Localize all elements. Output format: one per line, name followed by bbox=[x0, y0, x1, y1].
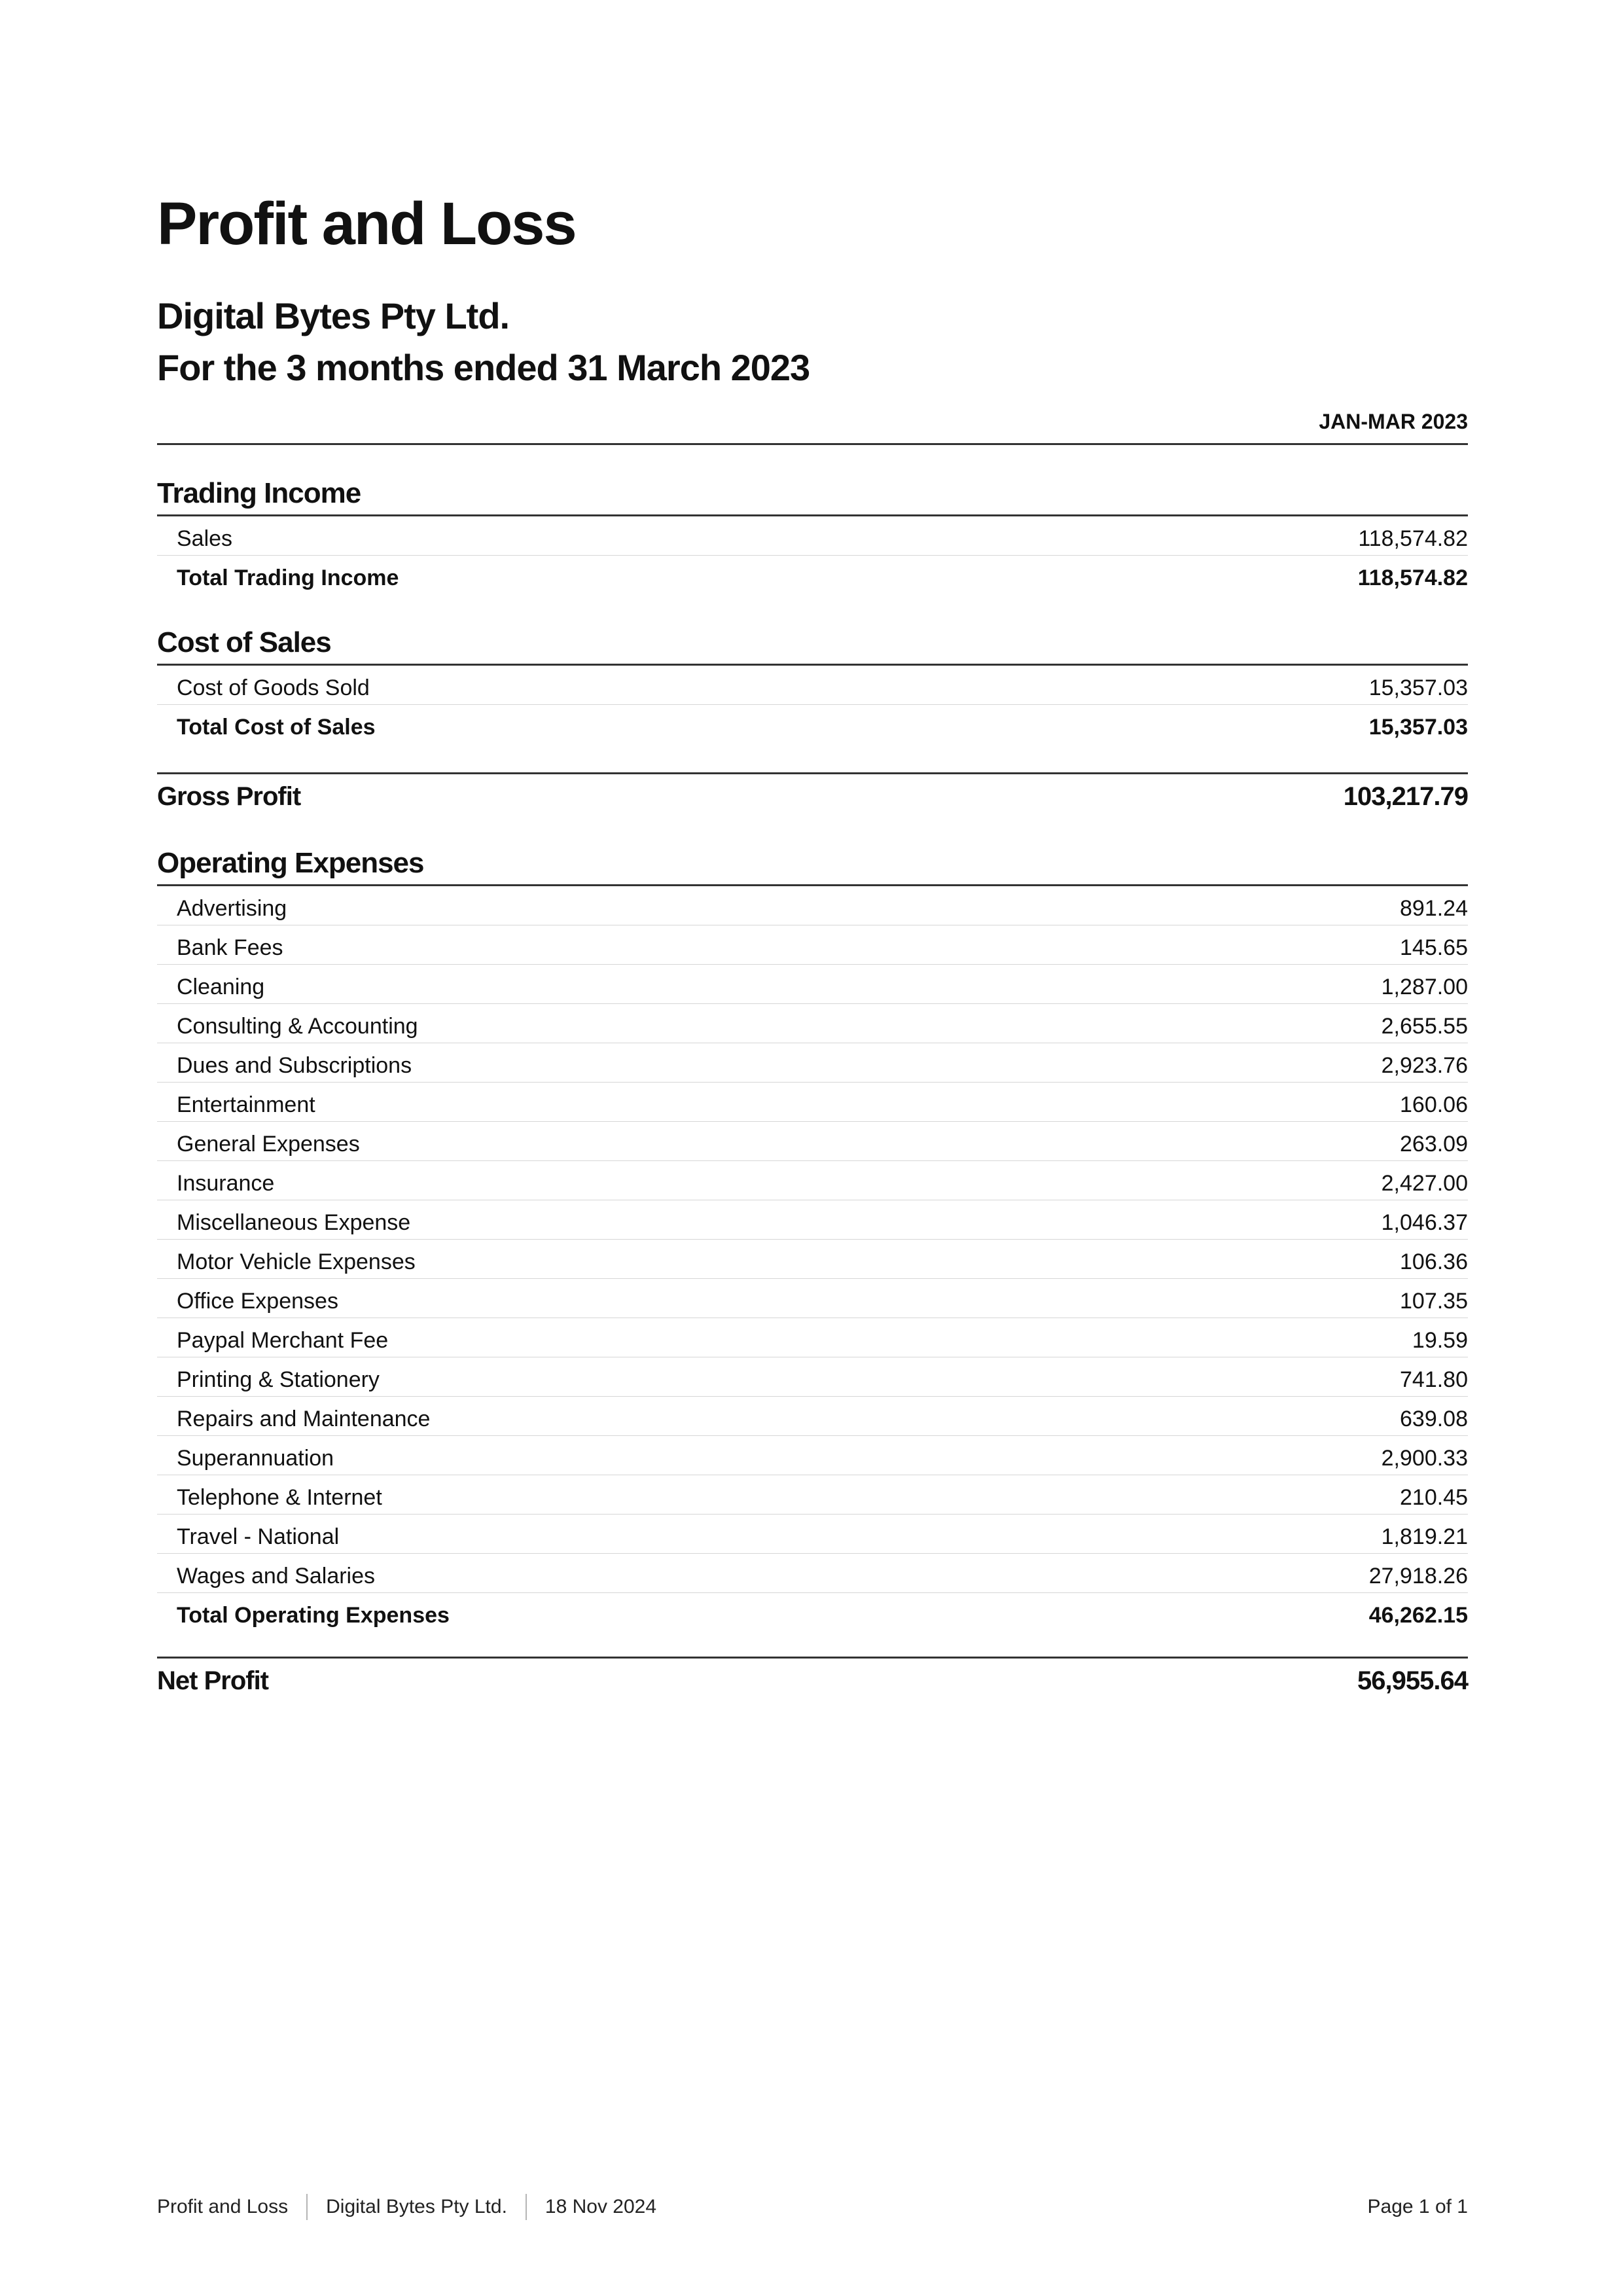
row-label: Bank Fees bbox=[177, 935, 283, 960]
section-heading: Operating Expenses bbox=[157, 849, 1468, 886]
row-value: 145.65 bbox=[1400, 935, 1468, 960]
row-value: 1,819.21 bbox=[1381, 1524, 1468, 1549]
row-label: Insurance bbox=[177, 1171, 275, 1196]
footer-divider bbox=[306, 2194, 308, 2220]
section-cost-of-sales bbox=[157, 628, 1468, 744]
section-heading: Cost of Sales bbox=[157, 628, 1468, 666]
row-label: Superannuation bbox=[177, 1446, 334, 1471]
row-label: Cost of Goods Sold bbox=[177, 675, 370, 700]
row-label: Consulting & Accounting bbox=[177, 1014, 418, 1039]
table-row bbox=[157, 1043, 1468, 1083]
row-label: Printing & Stationery bbox=[177, 1367, 380, 1392]
footer-divider bbox=[526, 2194, 527, 2220]
row-label: Telephone & Internet bbox=[177, 1485, 382, 1510]
row-value: 15,357.03 bbox=[1368, 675, 1468, 700]
table-row bbox=[157, 1436, 1468, 1475]
table-row bbox=[157, 516, 1468, 556]
row-value: 1,046.37 bbox=[1381, 1210, 1468, 1235]
table-row bbox=[157, 1397, 1468, 1436]
net-profit-block bbox=[157, 1657, 1468, 1694]
row-label: Entertainment bbox=[177, 1092, 315, 1117]
gross-profit-row bbox=[157, 774, 1468, 810]
table-row bbox=[157, 1083, 1468, 1122]
table-row bbox=[157, 1318, 1468, 1357]
row-label: Repairs and Maintenance bbox=[177, 1407, 431, 1431]
table-row bbox=[157, 1475, 1468, 1515]
row-label: Advertising bbox=[177, 896, 287, 921]
summary-value: 56,955.64 bbox=[1357, 1666, 1468, 1695]
table-row bbox=[157, 1279, 1468, 1318]
report-content bbox=[0, 190, 1623, 1695]
row-label: Travel - National bbox=[177, 1524, 340, 1549]
table-row bbox=[157, 1554, 1468, 1593]
company-name: Digital Bytes Pty Ltd. bbox=[157, 295, 510, 336]
footer-left bbox=[157, 2194, 656, 2220]
row-value: 210.45 bbox=[1400, 1485, 1468, 1510]
row-label: Wages and Salaries bbox=[177, 1564, 376, 1588]
row-value: 2,900.33 bbox=[1381, 1446, 1468, 1471]
section-operating-expenses bbox=[157, 849, 1468, 1632]
row-value: 2,655.55 bbox=[1381, 1014, 1468, 1039]
page-title: Profit and Loss bbox=[157, 190, 576, 257]
total-value: 118,574.82 bbox=[1357, 565, 1468, 590]
table-row bbox=[157, 1240, 1468, 1279]
row-value: 741.80 bbox=[1400, 1367, 1468, 1392]
row-value: 263.09 bbox=[1400, 1132, 1468, 1157]
row-value: 639.08 bbox=[1400, 1407, 1468, 1431]
gross-profit-block bbox=[157, 772, 1468, 810]
summary-label: Gross Profit bbox=[157, 782, 301, 811]
total-value: 46,262.15 bbox=[1368, 1603, 1468, 1628]
row-label: Cleaning bbox=[177, 975, 265, 999]
net-profit-row bbox=[157, 1659, 1468, 1694]
table-row bbox=[157, 965, 1468, 1004]
total-label: Total Cost of Sales bbox=[177, 715, 376, 740]
footer-company: Digital Bytes Pty Ltd. bbox=[326, 2196, 507, 2217]
column-header: JAN-MAR 2023 bbox=[157, 410, 1468, 445]
row-label: Sales bbox=[177, 526, 233, 551]
summary-value: 103,217.79 bbox=[1343, 782, 1468, 811]
table-row bbox=[157, 666, 1468, 705]
table-row bbox=[157, 1161, 1468, 1200]
row-value: 1,287.00 bbox=[1381, 975, 1468, 999]
row-value: 2,427.00 bbox=[1381, 1171, 1468, 1196]
section-trading-income bbox=[157, 479, 1468, 594]
table-row bbox=[157, 886, 1468, 925]
table-total-row bbox=[157, 1593, 1468, 1632]
table-row bbox=[157, 1122, 1468, 1161]
row-label: Miscellaneous Expense bbox=[177, 1210, 411, 1235]
row-value: 118,574.82 bbox=[1358, 526, 1468, 551]
row-label: Paypal Merchant Fee bbox=[177, 1328, 389, 1353]
row-value: 2,923.76 bbox=[1381, 1053, 1468, 1078]
footer-report-name: Profit and Loss bbox=[157, 2196, 289, 2217]
row-value: 27,918.26 bbox=[1368, 1564, 1468, 1588]
total-label: Total Operating Expenses bbox=[177, 1603, 450, 1628]
row-label: Dues and Subscriptions bbox=[177, 1053, 412, 1078]
section-heading: Trading Income bbox=[157, 479, 1468, 516]
row-value: 19.59 bbox=[1412, 1328, 1468, 1353]
table-row bbox=[157, 1357, 1468, 1397]
table-total-row bbox=[157, 705, 1468, 744]
total-value: 15,357.03 bbox=[1368, 715, 1468, 740]
report-period: For the 3 months ended 31 March 2023 bbox=[157, 347, 810, 388]
page-number: Page 1 of 1 bbox=[1367, 2196, 1468, 2217]
table-row bbox=[157, 1200, 1468, 1240]
row-value: 107.35 bbox=[1400, 1289, 1468, 1314]
table-total-row bbox=[157, 556, 1468, 594]
row-value: 106.36 bbox=[1400, 1249, 1468, 1274]
total-label: Total Trading Income bbox=[177, 565, 399, 590]
table-row bbox=[157, 1004, 1468, 1043]
row-label: General Expenses bbox=[177, 1132, 360, 1157]
summary-label: Net Profit bbox=[157, 1666, 268, 1695]
row-value: 891.24 bbox=[1400, 896, 1468, 921]
page-footer bbox=[157, 2194, 1468, 2220]
row-label: Motor Vehicle Expenses bbox=[177, 1249, 416, 1274]
row-label: Office Expenses bbox=[177, 1289, 338, 1314]
table-row bbox=[157, 1515, 1468, 1554]
footer-date: 18 Nov 2024 bbox=[544, 2196, 657, 2217]
row-value: 160.06 bbox=[1400, 1092, 1468, 1117]
table-row bbox=[157, 925, 1468, 965]
